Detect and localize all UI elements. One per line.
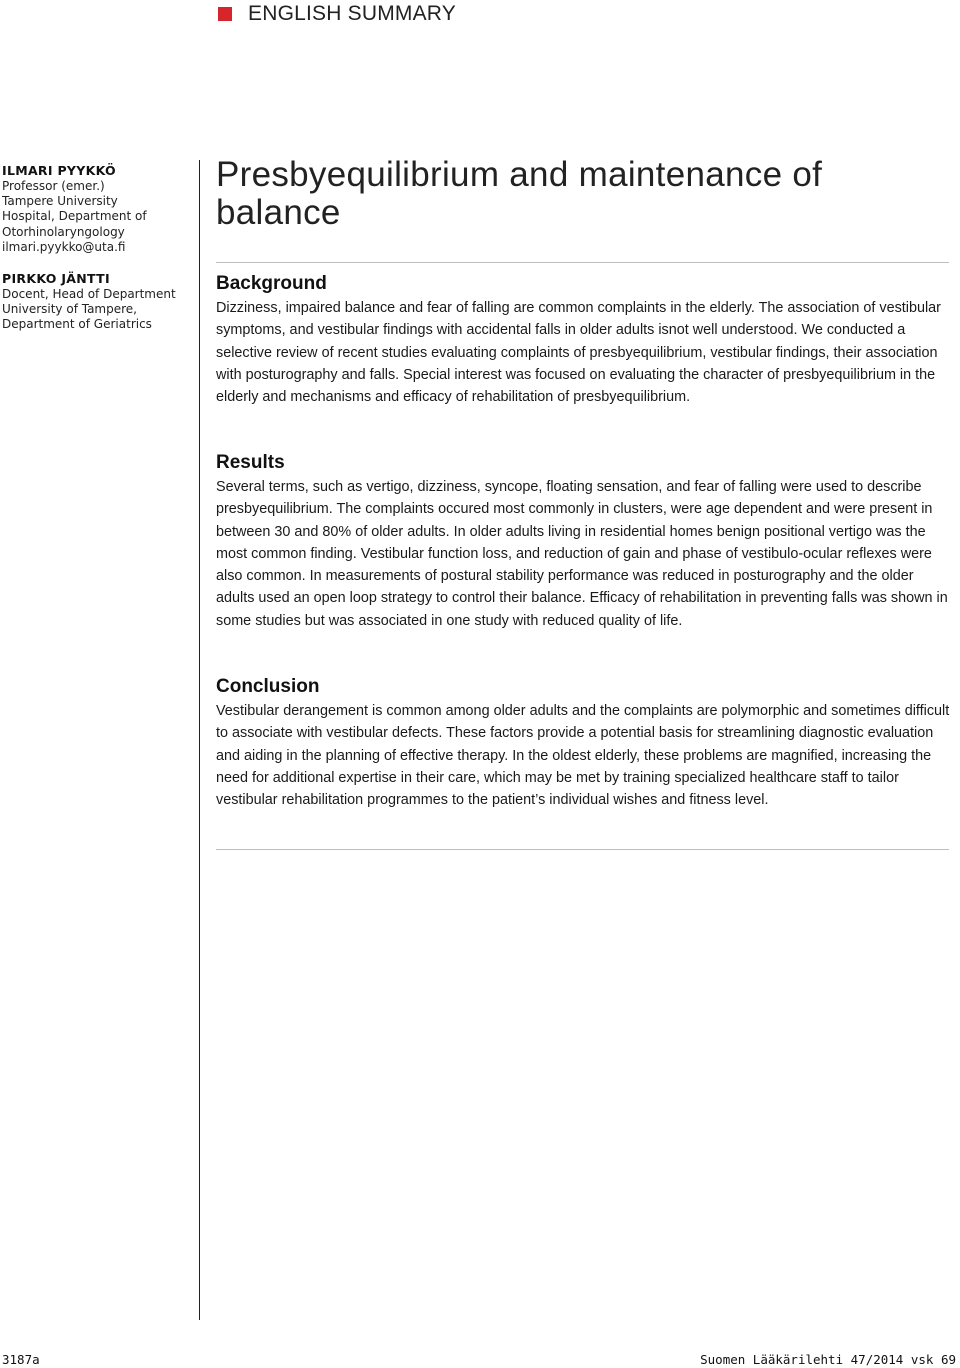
author-affiliation: Department of Geriatrics [2,317,152,332]
background-heading: Background [216,273,327,294]
conclusion-section [216,676,954,811]
author-email[interactable]: ilmari.pyykko@uta.fi [2,239,126,254]
section-label: ENGLISH SUMMARY [248,2,456,25]
accent-square-icon [218,7,232,21]
article-header [216,156,950,232]
author-affiliation: Tampere University [2,194,118,209]
author-name: ILMARI PYYKKÖ [2,163,116,178]
author-name: PIRKKO JÄNTTI [2,271,110,287]
journal-footer: Suomen Lääkärilehti 47/2014 vsk 69 [700,1352,956,1367]
author-block [2,271,194,333]
author-block [2,163,194,255]
conclusion-heading: Conclusion [216,676,320,697]
background-text: Dizziness, impaired balance and fear of falling are common complaints in the elderly. The association of vestibular symptoms, and vestibular findings with accidental falls in older adults isnot well understood. We conducted a selective review of recent studies evaluating complaints of presbyequilibrium, vestibular findings, their association with posturography and falls. Special interest was focused on evaluating the character of presbyequilibrium in the elderly and mechanisms and efficacy of rehabilitation of presbyequilibrium. [216,300,941,406]
section-header [218,2,456,26]
author-affiliation: Hospital, Department of [2,209,147,224]
title-divider [216,262,949,263]
author-affiliation: Professor (emer.) [2,179,105,193]
results-heading: Results [216,452,285,473]
author-affiliation: Otorhinolaryngology [2,224,125,239]
author-sidebar [2,163,194,349]
conclusion-text: Vestibular derangement is common among older adults and the complaints are polymorphic and sometimes difficult to associate with vestibular defects. These factors provide a potential basis for streamlining diagnostic evaluation and aiding in the planning of effective therapy. In the oldest elderly, these problems are magnified, increasing the need for additional expertise in their care, which may be met by training specialized healthcare staff to tailor vestibular rehabilitation programmes to the patient’s individual wishes and fitness level. [216,703,950,809]
author-affiliation: Docent, Head of Department [2,287,176,302]
results-text: Several terms, such as vertigo, dizziness, syncope, floating sensation, and fear of falling were used to describe presbyequilibrium. The complaints occured most commonly in clusters, were age dependent and were present in between 30 and 80% of older adults. In older adults living in residential homes benign positional vertigo was the most common finding. Vestibular function loss, and reduction of gain and phase of vestibulo-ocular reflexes were also common. In measurements of postural stability performance was reduced in posturography and the older adults used an open loop strategy to control their balance. Efficacy of rehabilitation in preventing falls was shown in some studies but was associated in one study with reduced quality of life. [216,479,948,629]
bottom-divider [216,849,949,850]
column-divider [199,160,200,1320]
results-section [216,452,954,632]
page-code: 3187a [2,1352,40,1367]
article-title: Presbyequilibrium and maintenance of balance [216,155,823,232]
background-section [216,273,954,408]
author-affiliation: University of Tampere, [2,302,137,317]
